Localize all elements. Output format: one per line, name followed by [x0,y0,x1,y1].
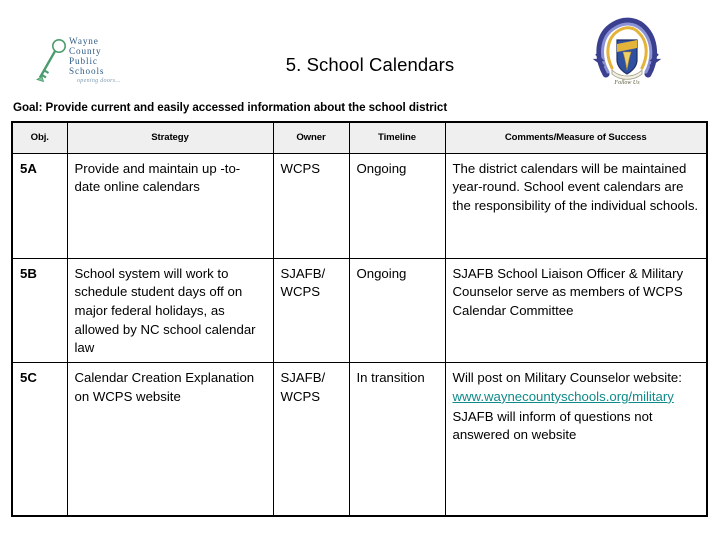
table-row [12,363,707,516]
comments-text-after: SJAFB will inform of questions not answered on website [452,408,653,443]
column-header-strategy: Strategy [67,122,273,153]
goal-statement: Goal: Provide current and easily accessed information about the school district [13,101,448,114]
wcps-line-3: Public [69,55,98,66]
column-header-owner: Owner [273,122,349,153]
cell-comments [445,258,707,363]
cell-timeline: Ongoing [349,153,445,258]
table-row [12,153,707,258]
comments-text: The district calendars will be maintained year-round. School event calendars are the responsibility of the individual schools. [452,160,699,213]
page-title: 5. School Calendars [285,54,455,75]
wcps-line-1: Wayne [69,36,99,47]
cell-owner: SJAFB/ WCPS [273,363,349,516]
cell-obj: 5C [12,363,67,516]
cell-comments [445,153,707,258]
key-icon [34,33,68,89]
wayne-county-public-schools-logo [34,27,144,95]
column-header-comments: Comments/Measure of Success [445,122,707,153]
cell-timeline: In transition [349,363,445,516]
wcps-line-2: County [69,46,102,57]
cell-owner: WCPS [273,153,349,258]
table-header-row [12,122,707,153]
table-row [12,258,707,363]
sjafb-wing-emblem-icon [592,16,662,96]
cell-strategy: Calendar Creation Explanation on WCPS website [67,363,273,516]
cell-comments [445,363,707,516]
comments-text: SJAFB School Liaison Officer & Military Counselor serve as members of WCPS Calendar Committee [452,265,684,318]
military-website-link[interactable]: www.waynecountyschools.org/military [452,388,674,404]
wcps-wordmark [69,37,121,84]
column-header-timeline: Timeline [349,122,445,153]
comments-text-before: Will post on Military Counselor website: [452,370,682,386]
wcps-line-4: Schools [69,65,105,76]
action-plan-table [11,121,708,517]
cell-strategy: Provide and maintain up -to-date online calendars [67,153,273,258]
cell-timeline: Ongoing [349,258,445,363]
slide-header [0,0,720,100]
cell-obj: 5A [12,153,67,258]
cell-owner: SJAFB/ WCPS [273,258,349,363]
cell-strategy: School system will work to schedule student days off on major federal holidays, as allowed by NC school calendar law [67,258,273,363]
emblem-motto: Follow Us [614,80,640,86]
cell-obj: 5B [12,258,67,363]
column-header-obj: Obj. [12,122,67,153]
wcps-tagline: opening doors... [77,78,121,85]
